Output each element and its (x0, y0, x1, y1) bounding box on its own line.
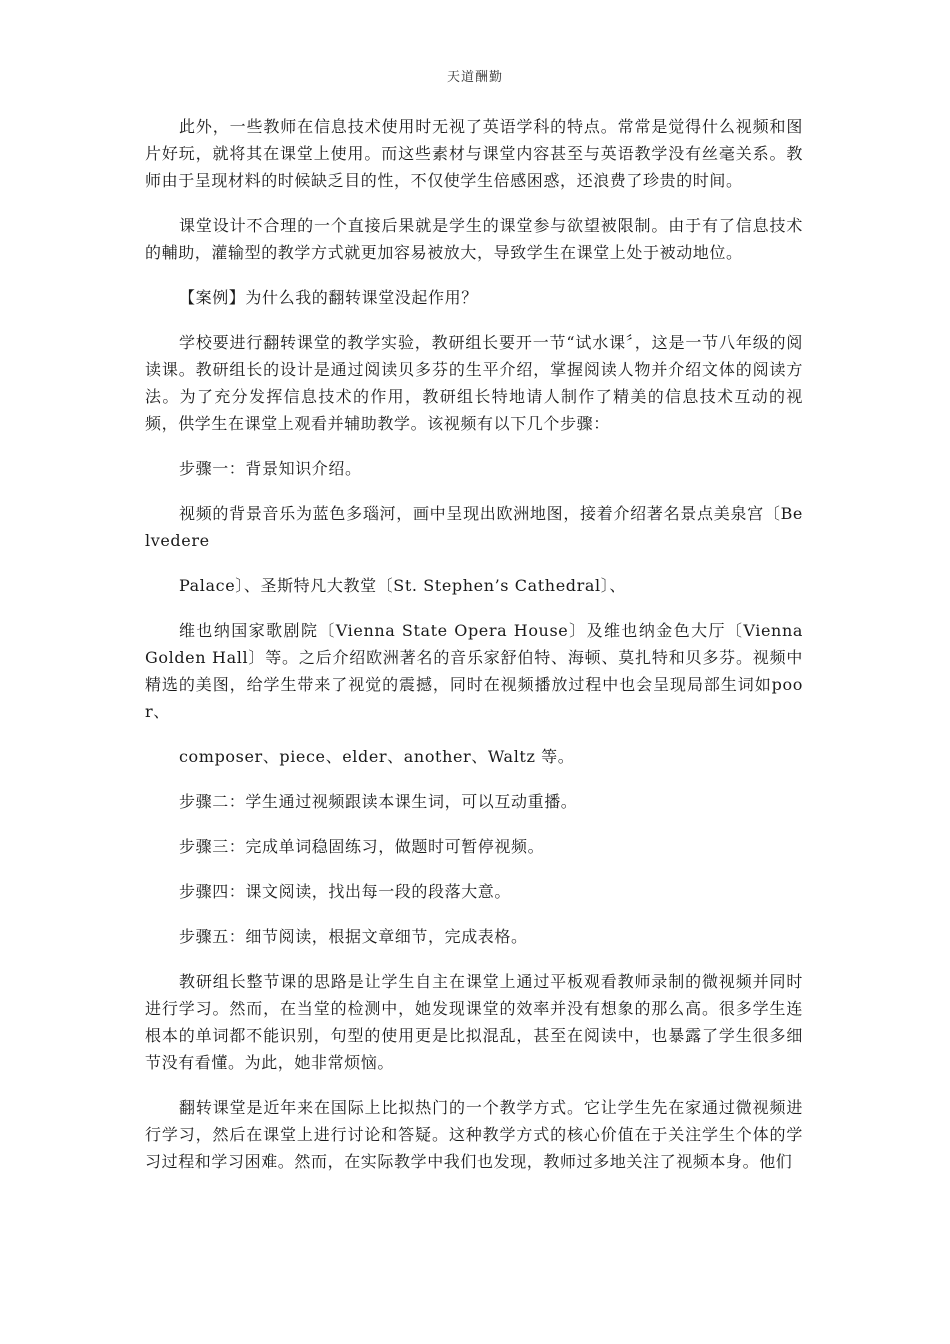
paragraph: 课堂设计不合理的一个直接后果就是学生的课堂参与欲望被限制。由于有了信息技术的輔助，灌输型的教学方式就更加容易被放大，导致学生在课堂上处于被动地位。 (145, 216, 803, 262)
step-item: 步骤三：完成单词稳固练习，做题时可暂停视频。 (179, 837, 545, 856)
paragraph: 翻转课堂是近年来在国际上比拟热门的一个教学方式。它让学生先在家通过微视频进行学习，然后在课堂上进行讨论和答疑。这种教学方式的核心价值在于关注学生个体的学习过程和学习困难。然而，在实际教学中我们也发现，教师过多地关注了视频本身。他们 (145, 1098, 803, 1171)
paragraph: 教研组长整节课的思路是让学生自主在课堂上通过平板观看教师录制的微视频并同时进行学习。然而，在当堂的检测中，她发现课堂的效率并没有想象的那么高。很多学生连根本的单词都不能识别，句型的使用更是比拟混乱，甚至在阅读中，也暴露了学生很多细节没有看懂。为此，她非常烦恼。 (145, 972, 803, 1072)
step-item: 步骤四：课文阅读，找出每一段的段落大意。 (179, 882, 512, 901)
paragraph: 维也纳国家歌剧院〔Vienna State Opera House〕及维也纳金色大厅〔Vienna Golden Hall〕等。之后介绍欧洲著名的音乐家舒伯特、海顿、莫扎特和贝多芬。视频中精选的美图，给学生带来了视觉的震撼，同时在视频播放过程中也会呈现局部生词如poor、 (145, 621, 803, 721)
paragraph: 此外，一些教师在信息技术使用时无视了英语学科的特点。常常是觉得什么视频和图片好玩，就将其在课堂上使用。而这些素材与课堂内容甚至与英语教学没有丝毫关系。教师由于呈现材料的时候缺乏目的性，不仅使学生倍感困惑，还浪费了珍贵的时间。 (145, 117, 803, 190)
paragraph: 学校要进行翻转课堂的教学实验，教研组长要开一节“试水课〞，这是一节八年级的阅读课。教研组长的设计是通过阅读贝多芬的生平介绍，掌握阅读人物并介绍文体的阅读方法。为了充分发挥信息技术的作用，教研组长特地请人制作了精美的信息技术互动的视频，供学生在课堂上观看并辅助教学。该视频有以下几个步骤： (145, 333, 803, 433)
paragraph: Palace〕、圣斯特凡大教堂〔St. Stephen’s Cathedral〕、 (179, 576, 626, 595)
case-heading: 【案例】为什么我的翻转课堂没起作用？ (179, 288, 478, 307)
paragraph: composer、piece、elder、another、Waltz 等。 (179, 747, 575, 766)
paragraph: 视频的背景音乐为蓝色多瑙河，画中呈现出欧洲地图，接着介绍著名景点美泉宫〔Belvedere (145, 504, 803, 550)
document-body (145, 113, 803, 1193)
step-item: 步骤五：细节阅读，根据文章细节，完成表格。 (179, 927, 528, 946)
page-header: 天道酬勤 (446, 70, 503, 85)
step-item: 步骤一：背景知识介绍。 (179, 459, 362, 478)
step-item: 步骤二：学生通过视频跟读本课生词，可以互动重播。 (179, 792, 578, 811)
